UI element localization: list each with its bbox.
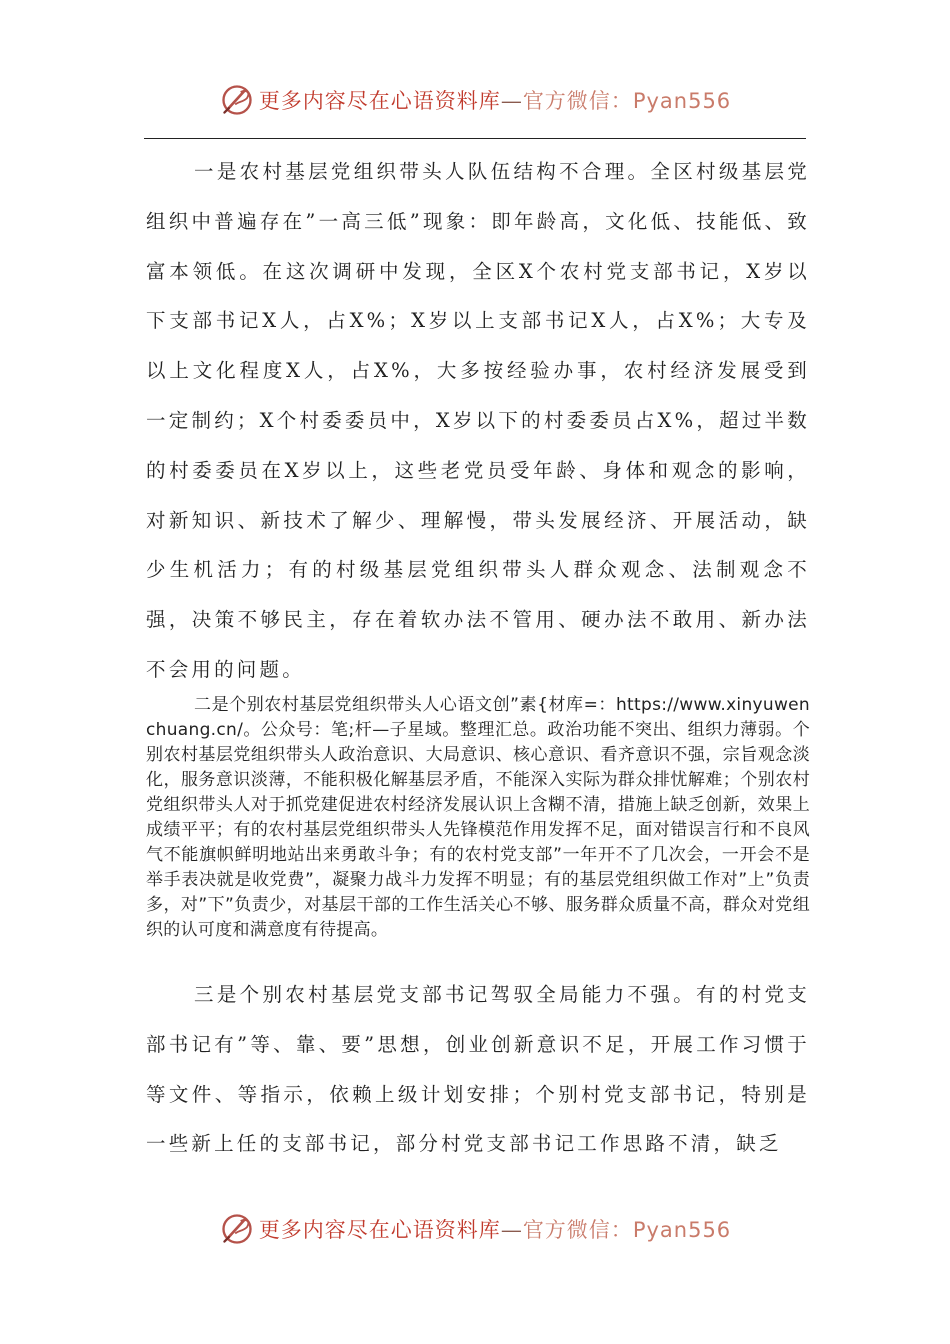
header-banner [259,85,731,115]
footer-banner [259,1214,731,1244]
footer-wechat-id: Pyan556 [632,1218,732,1242]
page-footer [0,1207,950,1251]
paragraph-2: 二是个别农村基层党组织带头人心语文创”素{材库=：https://www.xinyuwenchuang.cn/。公众号：笔;杆—子星域。整理汇总。政治功能不突出、组织力薄弱。个别农村基层党组织带头人政治意识、大局意识、核心意识、看齐意识不强，宗旨观念淡化，服务意识淡薄，不能积极化解基层矛盾，不能深入实际为群众排忧解难；个别农村党组织带头人对于抓党建促进农村经济发展认识上含糊不清，措施上缺乏创新，效果上成绩平平；有的农村基层党组织带头人先锋模范作用发挥不足，面对错误言行和不良风气不能旗帜鲜明地站出来勇敢斗争；有的农村党支部”一年开不了几次会，一开会不是举手表决就是收党费”，凝聚力战斗力发挥不明显；有的基层党组织做工作对”上”负责多，对”下”负责少，对基层干部的工作生活关心不够、服务群众质量不高，群众对党组织的认可度和满意度有待提高。 [146,695,810,940]
header-wechat-label: 官方微信： [522,89,633,113]
paragraph-1: 一是农村基层党组织带头人队伍结构不合理。全区村级基层党组织中普遍存在”一高三低”现象：即年龄高，文化低、技能低、致富本领低。在这次调研中发现，全区X个农村党支部书记，X岁以下支部书记X人，占X%；X岁以上支部书记X人，占X%；大专及以上文化程度X人，占X%，大多按经验办事，农村经济发展受到一定制约；X个村委委员中，X岁以下的村委委员占X%，超过半数的村委委员在X岁以上，这些老党员受年龄、身体和观念的影响，对新知识、新技术了解少、理解慢，带头发展经济、开展活动，缺少生机活力；有的村级基层党组织带头人群众观念、法制观念不强，决策不够民主，存在着软办法不管用、硬办法不敢用、新办法不会用的问题。 [146,160,810,681]
header-wechat-id: Pyan556 [632,89,732,113]
footer-brand: 更多内容尽在心语资料库 [258,1218,501,1242]
quill-logo-icon [219,1211,255,1247]
page-header [0,78,950,122]
footer-separator: — [500,1218,523,1242]
header-rule [144,138,806,139]
header-brand: 更多内容尽在心语资料库 [258,89,501,113]
paragraph-3: 三是个别农村基层党支部书记驾驭全局能力不强。有的村党支部书记有”等、靠、要”思想，创业创新意识不足，开展工作习惯于等文件、等指示，依赖上级计划安排；个别村党支部书记，特别是一些新上任的支部书记，部分村党支部书记工作思路不清，缺乏 [146,983,810,1156]
header-separator: — [500,89,523,113]
footer-wechat-label: 官方微信： [522,1218,633,1242]
quill-logo-icon [219,82,255,118]
